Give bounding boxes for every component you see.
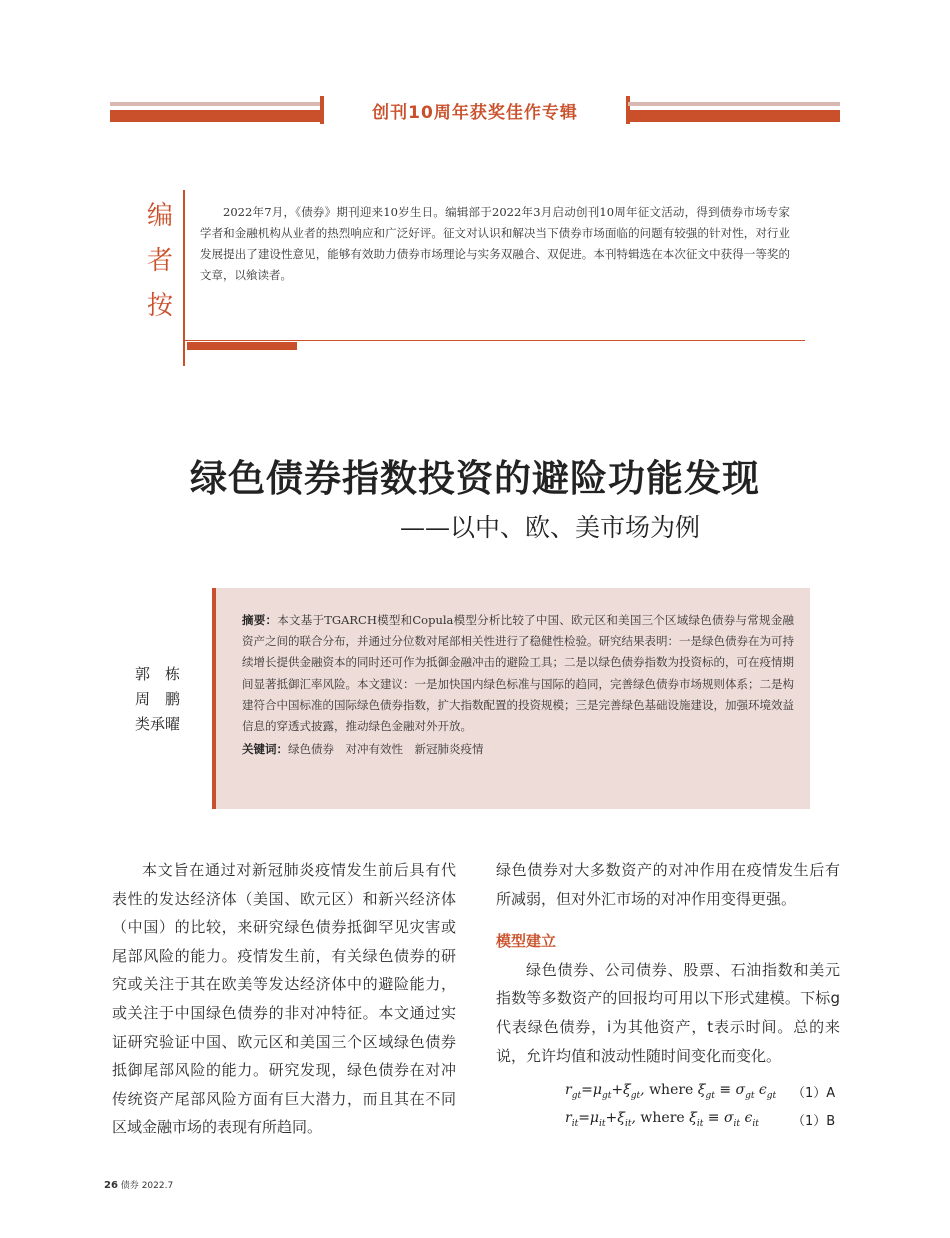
editor-note-accent-block [187, 342, 297, 350]
formula-1b-number: （1）B [792, 1114, 836, 1129]
editor-note-char: 按 [146, 291, 173, 321]
article-title: 绿色债券指数投资的避险功能发现 [190, 457, 760, 500]
editor-note-text: 2022年7月，《债券》期刊迎来10岁生日。编辑部于2022年3月启动创刊10周年征文活动，得到债券市场专家学者和金融机构从业者的热烈响应和广泛好评。征文对认识和解决当下债券市场面临的问题有较强的针对性，对行业发展提出了建设性意见，能够有效助力债券市场理论与实务双融合、双促进。本刊特辑选在本次征文中获得一等奖的文章，以飨读者。 [200, 205, 790, 282]
journal-name: 债券 [120, 1181, 139, 1191]
body-left-column [112, 856, 456, 1142]
banner-left-bar [110, 110, 322, 122]
author-name: 郭 栋 [135, 665, 181, 683]
abstract-box [212, 588, 810, 809]
body-paragraph: 绿色债券、公司债券、股票、石油指数和美元指数等多数资产的回报均可用以下形式建模。下标g代表绿色债券，i为其他资产，t表示时间。总的来说，允许均值和波动性随时间变化而变化。 [496, 960, 840, 1065]
banner-left-accent [110, 102, 322, 106]
banner-right-accent [628, 102, 840, 106]
keywords-text: 绿色债券 对冲有效性 新冠肺炎疫情 [288, 742, 484, 757]
banner-title: 创刊10周年获奖佳作专辑 [372, 103, 578, 123]
formula-1b: $r_{it}=\mu_{it}+\xi_{it}$, where $\xi_{it} \equiv \sigma_{it}$ $\epsilon_{it}$ [565, 1110, 759, 1129]
body-right-column [496, 856, 840, 1070]
formula-1a-number: （1）A [792, 1086, 836, 1101]
author-name: 周 鹏 [135, 690, 181, 708]
section-banner [110, 96, 840, 126]
editor-note-horizontal-rule [183, 340, 805, 341]
editor-note-char: 编 [146, 201, 173, 231]
abstract-label: 摘要： [242, 613, 278, 627]
keywords-line [242, 739, 794, 760]
keywords-label: 关键词： [242, 742, 288, 757]
editor-note-char: 者 [146, 246, 173, 276]
author-name: 类承曜 [135, 715, 181, 733]
abstract-text: 本文基于TGARCH模型和Copula模型分析比较了中国、欧元区和美国三个区域绿色债券与常规金融资产之间的联合分布，并通过分位数对尾部相关性进行了稳健性检验。研究结果表明：一是绿色债券在为可持续增长提供金融资本的同时还可作为抵御金融冲击的避险工具；二是以绿色债券指数为投资标的，可在疫情期间显著抵御汇率风险。本文建议：一是加快国内绿色标准与国际的趋同，完善绿色债券市场规则体系；二是构建符合中国标准的国际绿色债券指数，扩大指数配置的投资规模；三是完善绿色基础设施建设，加强环境效益信息的穿透式披露，推动绿色金融对外开放。 [242, 613, 795, 734]
section-heading: 模型建立 [496, 932, 557, 951]
body-paragraph: 绿色债券对大多数资产的对冲作用在疫情发生后有所减弱，但对外汇市场的对冲作用变得更强。 [496, 861, 840, 908]
editor-note-label [145, 194, 175, 329]
body-paragraph: 本文旨在通过对新冠肺炎疫情发生前后具有代表性的发达经济体（美国、欧元区）和新兴经济体（中国）的比较，来研究绿色债券抵御罕见灾害或尾部风险的能力。疫情发生前，有关绿色债券的研究或关注于其在欧美等发达经济体中的避险能力，或关注于中国绿色债券的非对冲特征。本文通过实证研究验证中国、欧元区和美国三个区域绿色债券抵御尾部风险的能力。研究发现，绿色债券在对冲传统资产尾部风险方面有巨大潜力，而且其在不同区域金融市场的表现有所趋同。 [112, 861, 456, 1137]
issue-number: 2022.7 [141, 1181, 174, 1191]
page-footer [104, 1178, 173, 1191]
banner-right-bar [628, 110, 840, 122]
abstract-content [242, 610, 794, 760]
abstract-paragraph [242, 610, 794, 737]
formula-1a: $r_{gt}=\mu_{gt}+\xi_{gt}$, where $\xi_{gt} \equiv \sigma_{gt}$ $\epsilon_{gt}$ [565, 1082, 777, 1101]
article-subtitle: ——以中、欧、美市场为例 [399, 513, 700, 542]
page-number: 26 [104, 1180, 118, 1191]
author-list [135, 662, 205, 737]
